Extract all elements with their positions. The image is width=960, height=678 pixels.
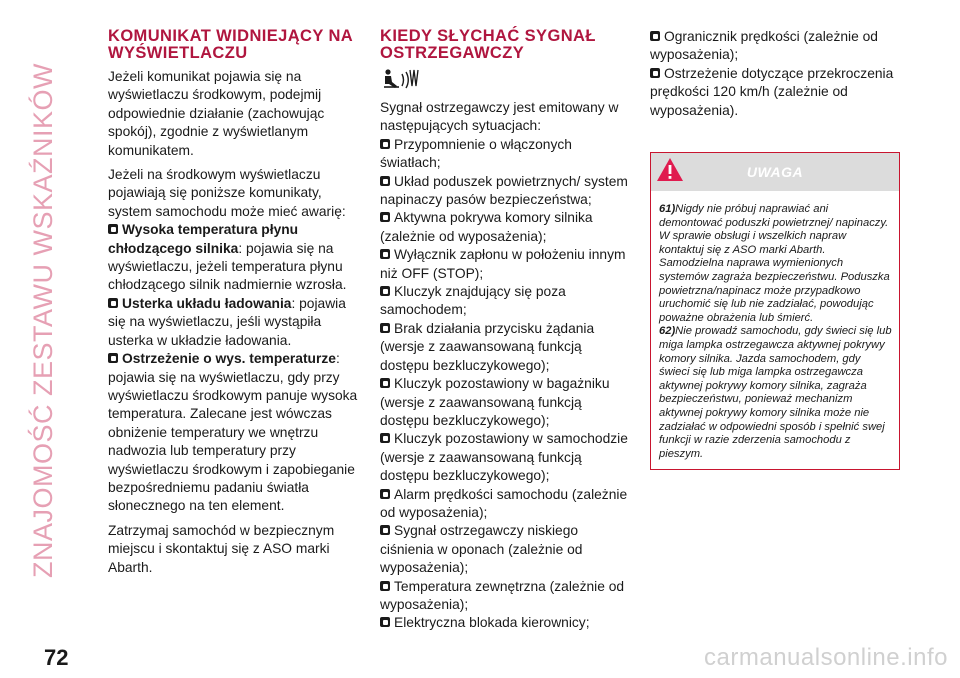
bullet-icon [380, 617, 390, 627]
bullet-icon [650, 68, 660, 78]
list-item [380, 375, 630, 430]
list-item [380, 614, 630, 632]
bullet-icon [380, 433, 390, 443]
paragraph: Jeżeli na środkowym wyświetlaczu pojawiają się poniższe komunikaty, system samochodu może mieć awarię: [108, 167, 346, 219]
warning-header [651, 153, 899, 191]
paragraph: Zatrzymaj samochód w bezpiecznym miejscu i skontaktuj się z ASO marki Abarth. [108, 522, 335, 575]
list-item [380, 320, 630, 375]
warning-note [659, 203, 893, 325]
item-text: : pojawia się na wyświetlaczu, jeśli wystąpiła usterka w układzie ładowania. [108, 295, 346, 348]
list-item [380, 578, 630, 615]
bullet-icon [380, 249, 390, 259]
item-text: Kluczyk pozostawiony w samochodzie (wersje z zaawansowaną funkcją dostępu bezkluczykowego); [380, 431, 628, 484]
note-text: Nie prowadź samochodu, gdy świeci się lub miga lampka ostrzegawcza aktywnej pokrywy komory silnika. Jazda samochodem, gdy świeci się lub miga lampka ostrzegawcza aktywnej pokrywy komory silnika, zagraża bezpieczeństwu, ponieważ mechanizm aktywnej pokrywy komory silnika może nie zadziałać w odpowiedni sposób i spełnić swej funkcji w razie zderzenia samochodu z pieszym. [659, 325, 892, 460]
item-text: Układ poduszek powietrznych/ system napinaczy pasów bezpieczeństwa; [380, 173, 628, 208]
watermark: carmanualsonline.info [704, 644, 948, 671]
chapter-side-title [4, 30, 82, 610]
note-number: 61) [659, 203, 676, 216]
column-warning-sound [380, 28, 630, 633]
item-text: Wyłącznik zapłonu w położeniu innym niż OFF (STOP); [380, 247, 626, 281]
list-item [108, 221, 360, 295]
list-item [380, 246, 630, 283]
bullet-icon [380, 323, 390, 333]
paragraph: Sygnał ostrzegawczy jest emitowany w następujących sytuacjach: [380, 100, 619, 134]
warning-triangle-icon [655, 155, 685, 185]
column-display-messages [108, 28, 360, 577]
note-number: 62) [659, 325, 676, 338]
section-heading-display-message: KOMUNIKAT WIDNIEJĄCY NA WYŚWIETLACZU [108, 27, 353, 62]
item-text: Elektryczna blokada kierownicy; [394, 615, 590, 631]
item-text: Ostrzeżenie dotyczące przekroczenia prędkości 120 km/h (zależnie od wyposażenia). [650, 65, 894, 118]
paragraph: Jeżeli komunikat pojawia się na wyświetlaczu środkowym, podejmij odpowiednie działanie (zachowując spokój), zgodnie z wyświetlanym komunikatem. [108, 69, 325, 158]
list-item [380, 173, 630, 210]
list-item [650, 65, 900, 120]
list-item [108, 350, 360, 516]
bullet-icon [380, 139, 390, 149]
chapter-side-title-text: ZNAJOMOŚĆ ZESTAWU WSKAŹNIKÓW [27, 62, 58, 578]
seatbelt-chime-icon [382, 68, 420, 90]
bullet-icon [108, 353, 118, 363]
item-text: : pojawia się na wyświetlaczu, gdy przy wyświetlaczu środkowym panuje wysoka temperatura. Zalecane jest wówczas obniżenie temperatury we wnętrzu nadwozia lub temperatury przy wyświetlaczu środkowym i zapobieganie bezpośredniemu padaniu światła słonecznego na ten element. [108, 351, 358, 514]
bullet-icon [380, 176, 390, 186]
column-continued-and-warning [650, 28, 900, 470]
bullet-icon [380, 525, 390, 535]
list-item [380, 209, 630, 246]
bullet-icon [380, 378, 390, 388]
list-item [380, 283, 630, 320]
warning-note [659, 325, 893, 461]
list-item [380, 522, 630, 577]
item-text: Ogranicznik prędkości (zależnie od wyposażenia); [650, 29, 878, 63]
list-item [650, 28, 900, 65]
item-text: Brak działania przycisku żądania (wersje z zaawansowaną funkcją dostępu bezkluczykowego); [380, 320, 595, 373]
item-text: Alarm prędkości samochodu (zależnie od wyposażenia); [380, 486, 628, 520]
list-item [108, 295, 360, 350]
item-title: Wysoka temperatura płynu chłodzącego silnika [108, 222, 299, 256]
bullet-icon [380, 581, 390, 591]
note-text: Nigdy nie próbuj naprawiać ani demontować poduszki powietrznej/ napinaczy. W sprawie obsługi i wszelkich napraw kontaktuj się z ASO marki Abarth. Samodzielna naprawa wymienionych systemów zagraża bezpieczeństwu. Poduszka powietrzna/napinacz może przypadkowo uruchomić się lub nie zadziałać, powodując poważne obrażenia lub śmierć. [659, 203, 890, 324]
bullet-icon [380, 212, 390, 222]
bullet-icon [108, 298, 118, 308]
item-title: Ostrzeżenie o wys. temperaturze [122, 351, 336, 367]
section-heading-warning-sound: KIEDY SŁYCHAĆ SYGNAŁ OSTRZEGAWCZY [380, 27, 596, 62]
item-text: Przypomnienie o włączonych światłach; [380, 136, 572, 171]
item-text: Sygnał ostrzegawczy niskiego ciśnienia w oponach (zależnie od wyposażenia); [380, 523, 583, 576]
list-item [380, 136, 630, 173]
warning-body [651, 191, 899, 469]
bullet-icon [380, 286, 390, 296]
item-text: Kluczyk pozostawiony w bagażniku (wersje z zaawansowaną funkcją dostępu bezkluczykowego); [380, 376, 610, 428]
item-text: Temperatura zewnętrzna (zależnie od wyposażenia); [380, 578, 625, 612]
item-text: Kluczyk znajdujący się poza samochodem; [380, 284, 566, 318]
bullet-icon [380, 489, 390, 499]
warning-title: UWAGA [746, 164, 804, 181]
list-item [380, 430, 630, 485]
item-title: Usterka układu ładowania [122, 295, 292, 311]
list-item [380, 486, 630, 523]
page-number: 72 [44, 645, 69, 670]
warning-box [650, 152, 900, 470]
bullet-icon [650, 31, 660, 41]
bullet-icon [108, 224, 118, 234]
item-text: Aktywna pokrywa komory silnika (zależnie od wyposażenia); [380, 210, 593, 244]
item-text: : pojawia się na wyświetlaczu, jeżeli temperatura płynu chłodzącego silnik nadmiernie wzrosła. [108, 240, 347, 293]
